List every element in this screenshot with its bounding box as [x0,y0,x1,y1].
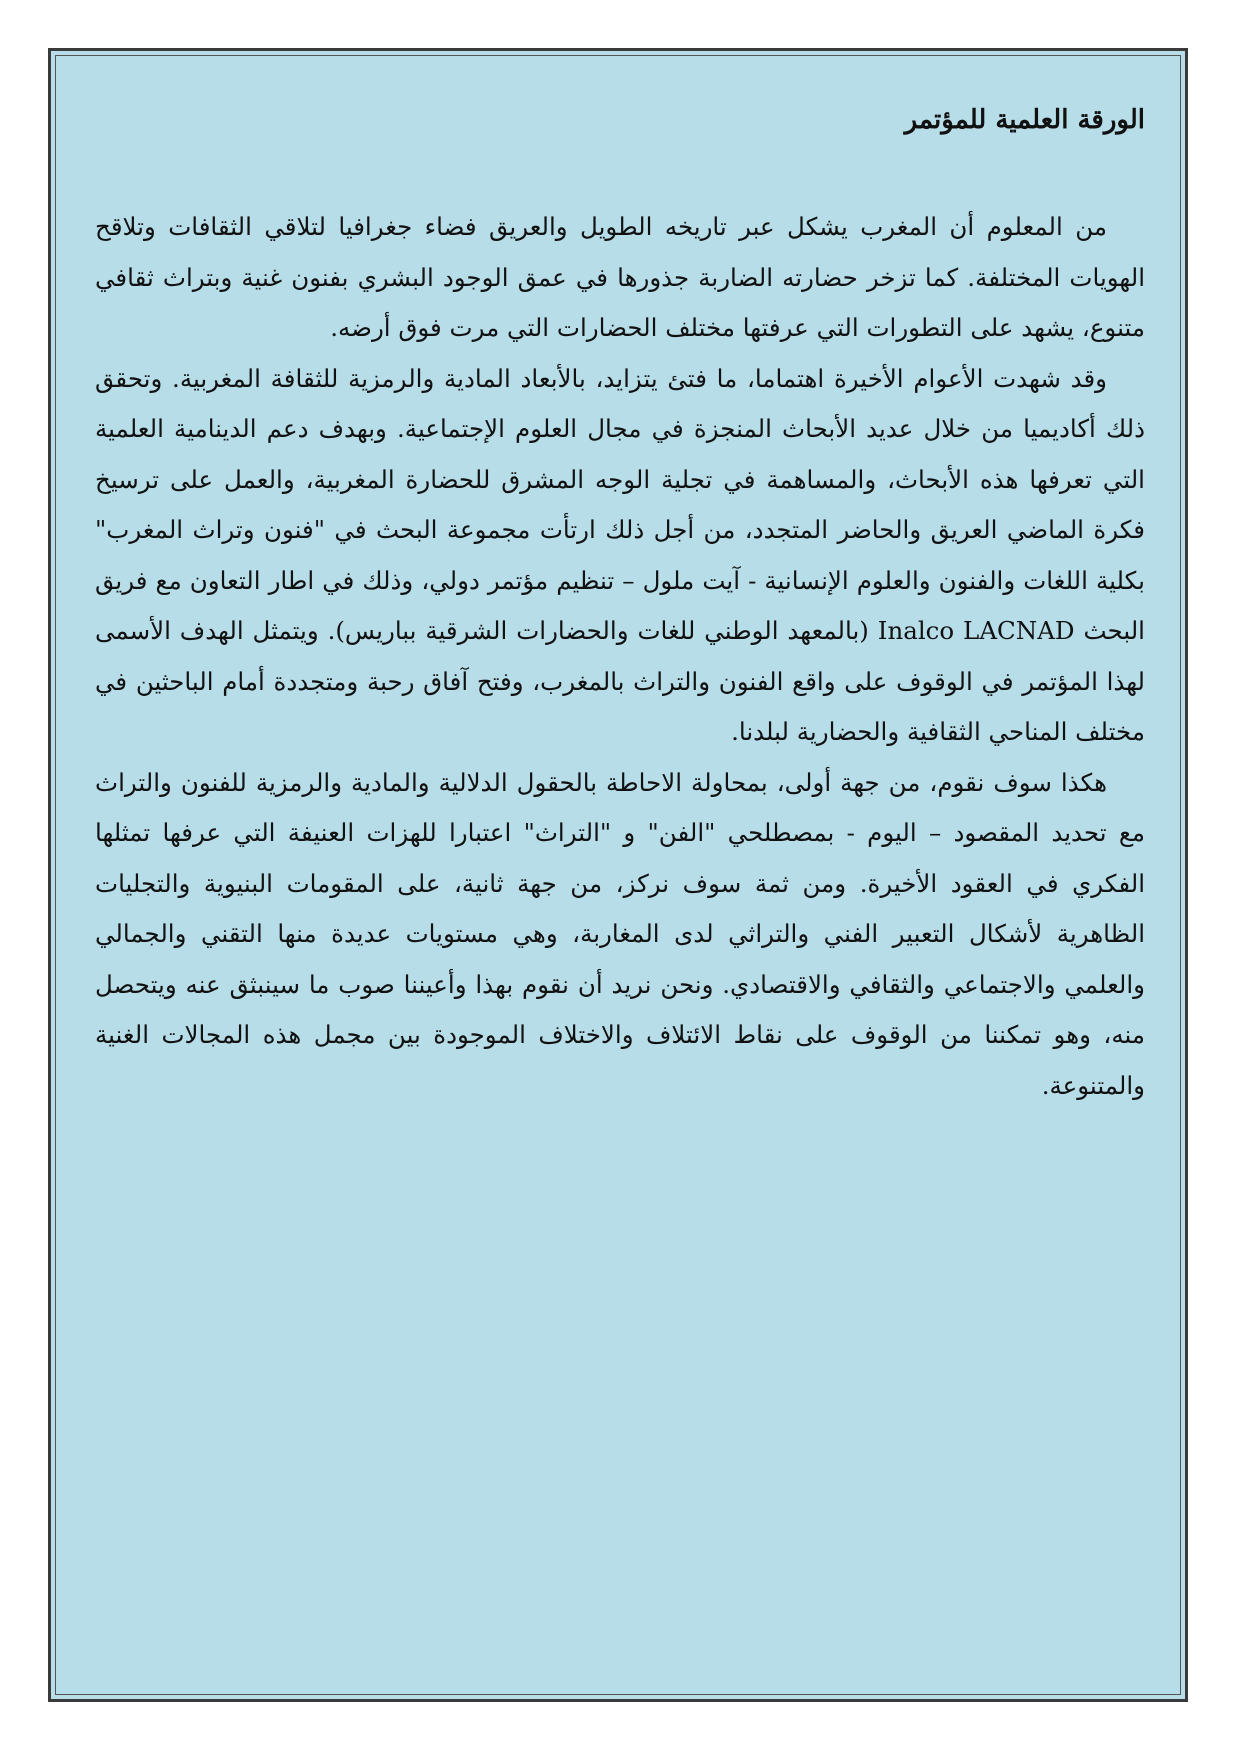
paragraph-intro: من المعلوم أن المغرب يشكل عبر تاريخه الطويل والعريق فضاء جغرافيا لتلاقي الثقافات وتلاقح الهويات المختلفة. كما تزخر حضارته الضاربة جذورها في عمق الوجود البشري بفنون غنية وبتراث ثقافي متنوع، يشهد على التطورات التي عرفتها مختلف الحضارات التي مرت فوق أرضه. [95,212,1145,342]
paragraph-objectives: هكذا سوف نقوم، من جهة أولى، بمحاولة الاحاطة بالحقول الدلالية والمادية والرمزية للفنون والتراث مع تحديد المقصود – اليوم - بمصطلحي "الفن" و "التراث" اعتبارا للهزات العنيفة التي عرفها تمثلها الفكري في العقود الأخيرة. ومن ثمة سوف نركز، من جهة ثانية، على المقومات البنيوية والتجليات الظاهرية لأشكال التعبير الفني والتراثي لدى المغاربة، وهي مستويات عديدة منها التقني والجمالي والعلمي والاجتماعي والثقافي والاقتصادي. ونحن نريد أن نقوم بهذا وأعيننا صوب ما سينبثق عنه ويتحصل منه، وهو تمكننا من الوقوف على نقاط الائتلاف والاختلاف الموجودة بين مجمل هذه المجالات الغنية والمتنوعة. [95,767,1145,1100]
document-body [95,100,1145,1111]
document-title: الورقة العلمية للمؤتمر [904,105,1145,135]
paragraph-context: وقد شهدت الأعوام الأخيرة اهتماما، ما فتئ يتزايد، بالأبعاد المادية والرمزية للثقافة المغربية. وتحقق ذلك أكاديميا من خلال عديد الأبحاث المنجزة في مجال العلوم الإجتماعية. وبهدف دعم الدينامية العلمية التي تعرفها هذه الأبحاث، والمساهمة في تجلية الوجه المشرق للحضارة المغربية، والعمل على ترسيخ فكرة الماضي العريق والحاضر المتجدد، من أجل ذلك ارتأت مجموعة البحث في "فنون وتراث المغرب" بكلية اللغات والفنون والعلوم الإنسانية - آيت ملول – تنظيم مؤتمر دولي، وذلك في اطار التعاون مع فريق البحث Inalco LACNAD (بالمعهد الوطني للغات والحضارات الشرقية بباريس). ويتمثل الهدف الأسمى لهذا المؤتمر في الوقوف على واقع الفنون والتراث بالمغرب، وفتح آفاق رحبة ومتجددة أمام الباحثين في مختلف المناحي الثقافية والحضارية لبلدنا. [95,363,1145,746]
